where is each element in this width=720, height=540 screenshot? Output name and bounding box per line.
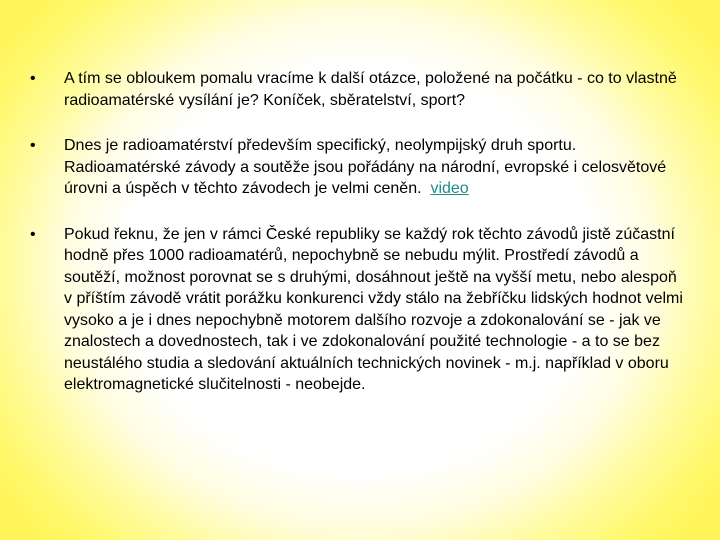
bullet-icon: •: [30, 137, 36, 154]
bullet-icon: •: [30, 225, 36, 243]
bullet-list: [30, 68, 690, 420]
bullet-text-2: [64, 135, 684, 200]
bullet-text-3: Pokud řeknu, že jen v rámci České republiky se každý rok těchto závodů jistě zúčastní hodně přes 1000 radioamatérů, nepochybně se nebudu mýlit. Prostředí závodů a soutěží, možnost porovnat se s druhými, dosáhnout ještě na vyšší metu, nebo alespoň v příštím závodě vrátit porážku konkurenci vždy stálo na žebříčku lidských hodnot velmi vysoko a je i dnes nepochybně motorem dalšího rozvoje a zdokonalování se - jak ve znalostech a dovednostech, tak i ve zdokonalování použité technologie - a to se bez neustálého studia a sledování aktuálních technických novinek - m.j. například v oboru elektromagnetické slučitelnosti - neobejde.: [64, 225, 683, 393]
video-link[interactable]: video: [430, 180, 469, 197]
bullet-text-1: A tím se obloukem pomalu vracíme k další otázce, položené na počátku - co to vlastně radioamatérské vysílání je? Koníček, sběratelství, sport?: [64, 70, 677, 109]
bullet-text-2-body: Dnes je radioamatérství především specifický, neolympijský druh sportu. Radioamatérské závody a soutěže jsou pořádány na národní, evropské i celosvětové úrovni a úspěch v těchto závodech je velmi ceněn.: [64, 137, 667, 197]
bullet-item-2: [30, 135, 690, 200]
bullet-item-3: [30, 224, 690, 396]
bullet-item-1: [30, 68, 690, 111]
bullet-icon: •: [30, 70, 36, 87]
